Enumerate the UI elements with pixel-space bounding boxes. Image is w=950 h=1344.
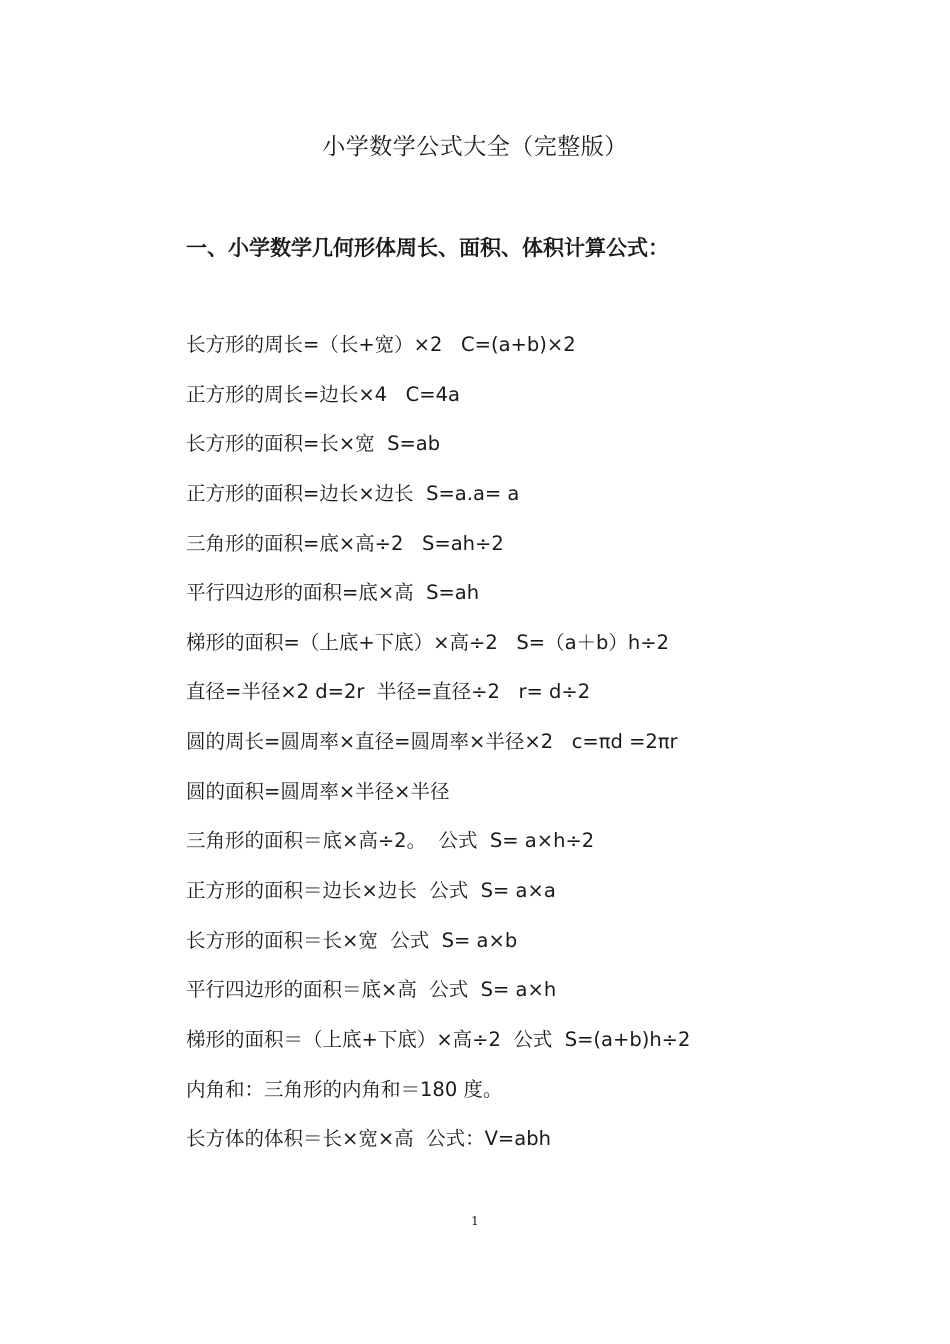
section-heading: 一、小学数学几何形体周长、面积、体积计算公式： bbox=[186, 236, 669, 260]
page-number: 1 bbox=[471, 1214, 479, 1228]
formula-line: 三角形的面积＝底×高÷2。 公式 S= a×h÷2 bbox=[186, 829, 595, 853]
formula-line: 长方形的面积＝长×宽 公式 S= a×b bbox=[186, 928, 518, 952]
formula-line: 长方形的周长=（长+宽）×2 C=(a+b)×2 bbox=[186, 333, 576, 356]
document-title: 小学数学公式大全（完整版） bbox=[322, 134, 628, 160]
formula-line: 正方形的面积＝边长×边长 公式 S= a×a bbox=[186, 879, 556, 903]
formula-line: 平行四边形的面积=底×高 S=ah bbox=[186, 581, 480, 605]
formula-line: 圆的周长=圆周率×直径=圆周率×半径×2 c=πd =2πr bbox=[186, 730, 678, 754]
formula-line: 梯形的面积=（上底+下底）×高÷2 S=（a＋b）h÷2 bbox=[186, 630, 670, 654]
formula-line: 圆的面积=圆周率×半径×半径 bbox=[186, 779, 450, 803]
formula-line: 长方体的体积＝长×宽×高 公式：V=abh bbox=[186, 1127, 551, 1151]
formula-line: 直径=半径×2 d=2r 半径=直径÷2 r= d÷2 bbox=[186, 680, 591, 704]
formula-line: 梯形的面积＝（上底+下底）×高÷2 公式 S=(a+b)h÷2 bbox=[186, 1027, 691, 1051]
formula-line: 三角形的面积=底×高÷2 S=ah÷2 bbox=[186, 531, 504, 555]
formula-line: 正方形的面积=边长×边长 S=a.a= a bbox=[186, 481, 520, 505]
formula-list bbox=[186, 331, 690, 1175]
formula-line: 正方形的周长=边长×4 C=4a bbox=[186, 382, 460, 406]
formula-line: 平行四边形的面积＝底×高 公式 S= a×h bbox=[186, 978, 557, 1002]
formula-line: 内角和：三角形的内角和＝180 度。 bbox=[186, 1077, 503, 1101]
formula-line: 长方形的面积=长×宽 S=ab bbox=[186, 432, 441, 456]
